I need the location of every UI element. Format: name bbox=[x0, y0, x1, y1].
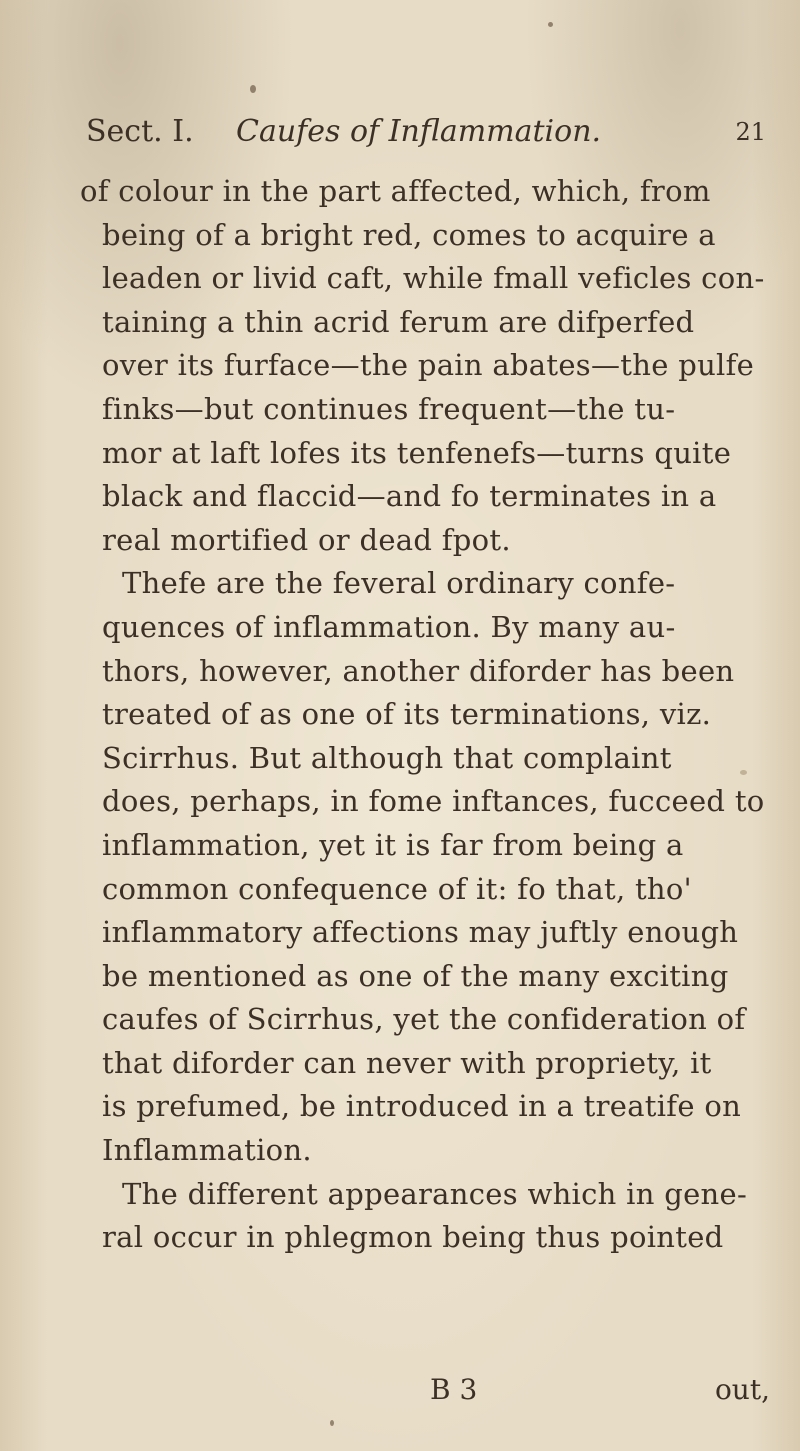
paragraph-start-line: Thefe are the feveral ordinary confe- bbox=[122, 566, 676, 601]
text-line: inflammatory affections may juftly enough bbox=[102, 915, 739, 950]
text-line: real mortified or dead fpot. bbox=[102, 522, 511, 557]
page-number: 21 bbox=[735, 118, 766, 146]
text-line: is prefumed, be introduced in a treatife on bbox=[102, 1089, 742, 1124]
signature-mark: B 3 bbox=[430, 1373, 478, 1406]
text-line: thors, however, another diforder has been bbox=[102, 653, 735, 688]
text-line: mor at laft lofes its tenfenefs—turns quite bbox=[102, 435, 732, 470]
section-label: Sect. I. bbox=[86, 114, 194, 149]
text-line: Inflammation. bbox=[102, 1133, 312, 1168]
text-line: be mentioned as one of the many exciting bbox=[102, 958, 729, 993]
page-footer bbox=[80, 1370, 780, 1410]
text-line: of colour in the part affected, which, from bbox=[80, 174, 711, 208]
ink-speck bbox=[250, 85, 256, 93]
text-line: black and flaccid—and fo terminates in a bbox=[102, 479, 717, 514]
text-line: taining a thin acrid ferum are difperfed bbox=[102, 304, 695, 339]
text-line: does, perhaps, in fome inftances, fucceed to bbox=[102, 784, 765, 819]
text-line: inflammation, yet it is far from being a bbox=[102, 827, 684, 862]
text-line: common confequence of it: fo that, tho' bbox=[102, 871, 692, 906]
running-head bbox=[86, 112, 766, 152]
running-title: Caufes of Inflammation. bbox=[236, 114, 602, 149]
text-line: leaden or livid caft, while fmall veficles con- bbox=[102, 261, 765, 296]
ink-speck bbox=[548, 22, 553, 27]
text-line: over its furface—the pain abates—the pulfe bbox=[102, 348, 755, 383]
text-line: being of a bright red, comes to acquire a bbox=[102, 217, 716, 252]
ink-speck bbox=[330, 1420, 334, 1426]
text-line: Scirrhus. But although that complaint bbox=[102, 740, 672, 775]
text-line: that diforder can never with propriety, it bbox=[102, 1045, 712, 1080]
paragraph-start-line: The different appearances which in gene- bbox=[122, 1176, 748, 1211]
text-line: caufes of Scirrhus, yet the confideration of bbox=[102, 1002, 746, 1037]
text-line: ral occur in phlegmon being thus pointed bbox=[102, 1220, 724, 1255]
text-line: treated of as one of its terminations, viz. bbox=[102, 697, 712, 732]
catchword: out, bbox=[714, 1373, 770, 1406]
body-text bbox=[80, 170, 780, 1260]
text-line: quences of inflammation. By many au- bbox=[102, 609, 676, 644]
text-line: finks—but continues frequent—the tu- bbox=[102, 391, 676, 426]
